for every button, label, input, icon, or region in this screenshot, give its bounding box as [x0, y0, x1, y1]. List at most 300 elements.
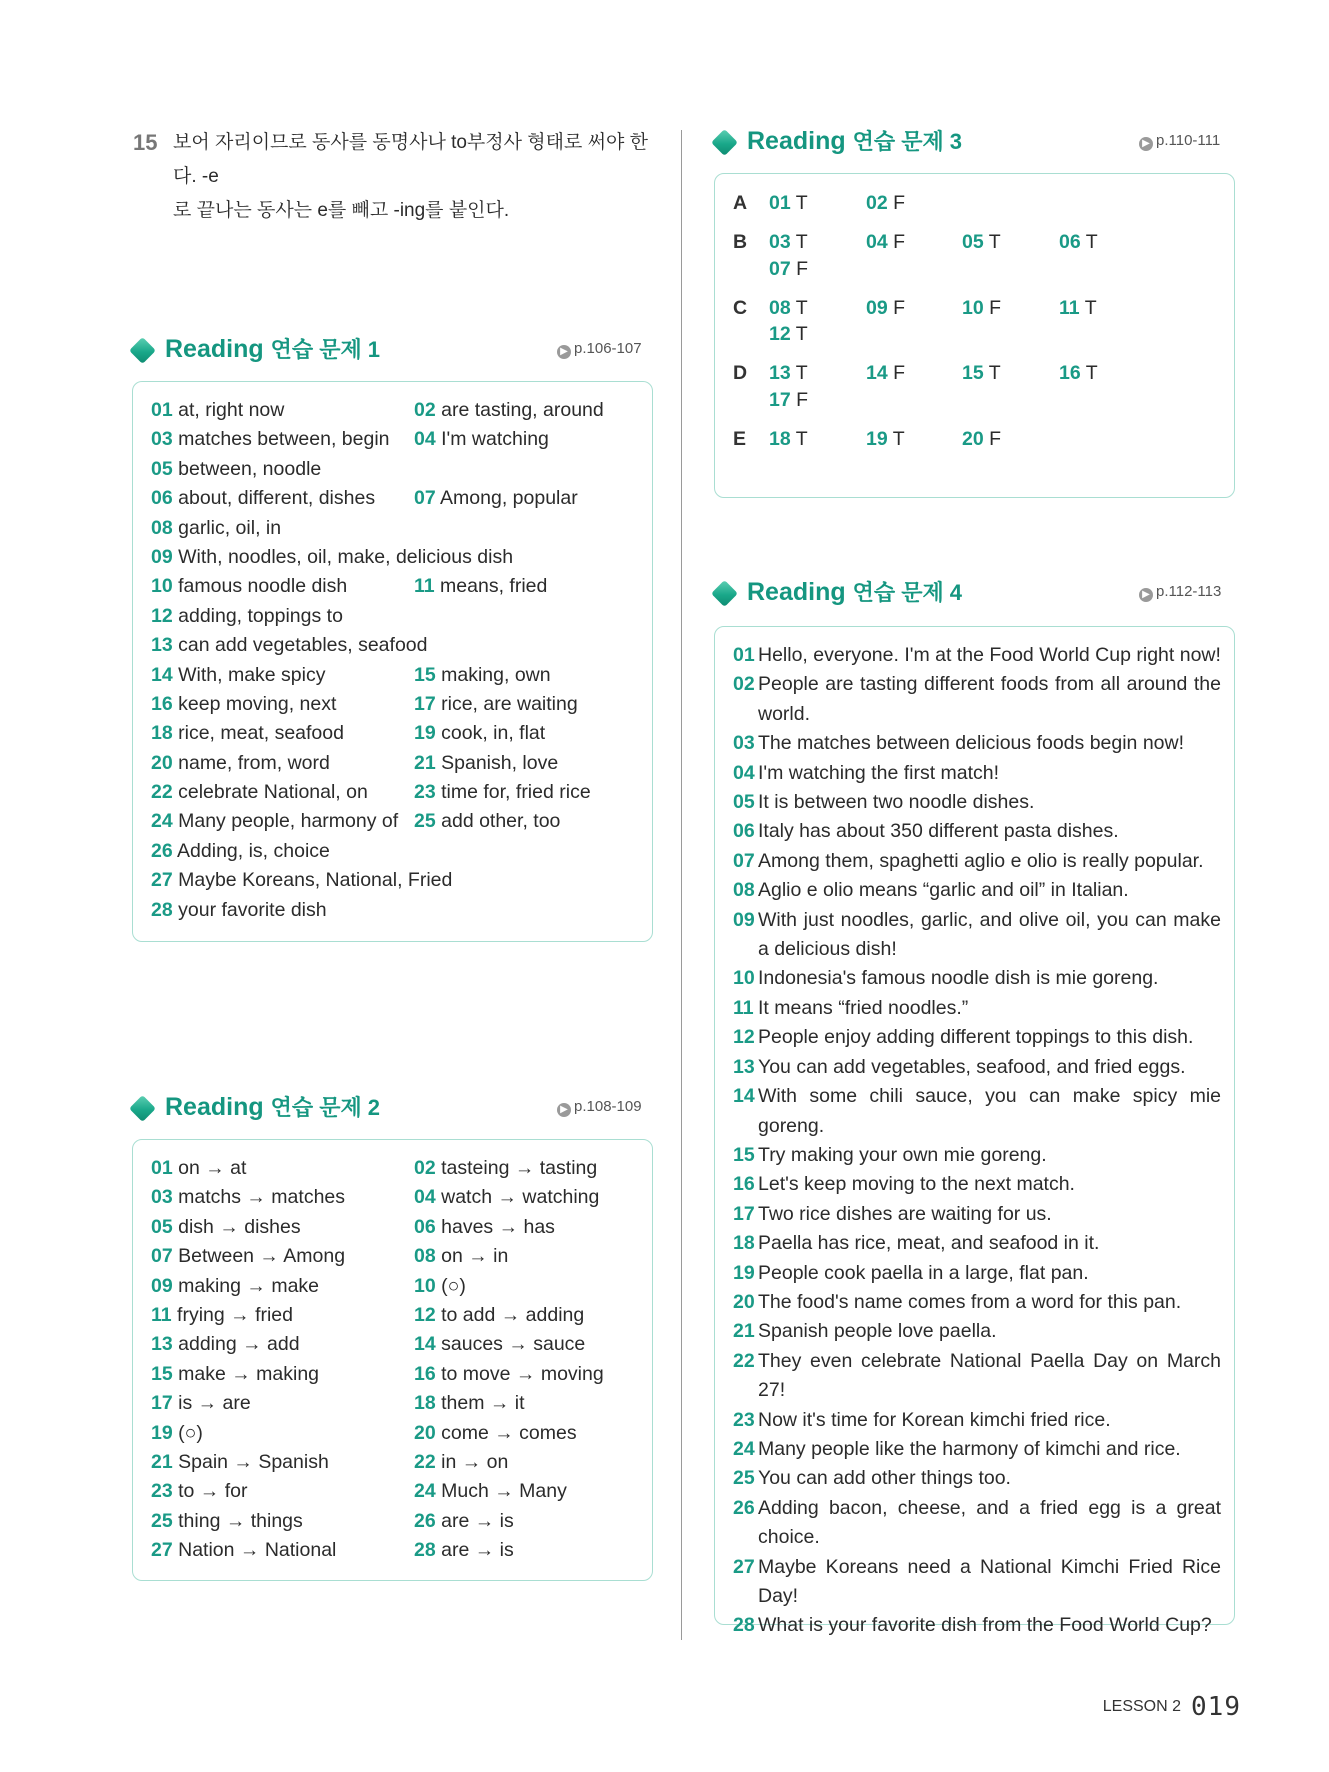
- sentence-number: 01: [733, 644, 755, 666]
- answer-row: [151, 1183, 642, 1212]
- sentence-number: 21: [733, 1320, 755, 1343]
- section-title: [165, 1091, 380, 1122]
- answer-item: [414, 1242, 508, 1271]
- diamond-icon: [711, 580, 738, 607]
- sentence-text: Hello, everyone. I'm at the Food World Cup right now!: [758, 644, 1221, 666]
- answer-number: 07: [151, 1245, 173, 1268]
- answer-item: [414, 396, 604, 425]
- answer-text: to move → moving: [441, 1362, 604, 1385]
- answer-item: [414, 1536, 514, 1565]
- tf-number: 19: [866, 427, 888, 450]
- answer-item: [151, 1154, 246, 1183]
- answer-number: 19: [414, 722, 436, 745]
- sentence-line: [733, 1347, 1221, 1406]
- answer-text: Many people, harmony of: [178, 810, 399, 833]
- title-kr: 연습 문제 3: [852, 129, 963, 154]
- answer-number: 17: [151, 1392, 173, 1415]
- answer-number: 28: [414, 1539, 436, 1562]
- answer-row: [151, 455, 642, 484]
- answer-row: [151, 602, 642, 631]
- tf-answer: F: [893, 296, 906, 319]
- sentence-number: 20: [733, 1290, 755, 1313]
- sentence-number: 08: [733, 879, 755, 902]
- answer-number: 26: [151, 839, 173, 862]
- answer-number: 06: [414, 1215, 436, 1238]
- tf-number: 14: [866, 362, 888, 384]
- answer-number: 23: [151, 1480, 173, 1503]
- arrow-circle-icon: ▶: [1139, 588, 1153, 602]
- answer-row: [151, 690, 642, 719]
- group-letter: C: [733, 296, 748, 319]
- answer-text: on → in: [441, 1245, 509, 1268]
- sentence-line: [733, 1553, 1221, 1612]
- tf-item: [962, 428, 1001, 451]
- tf-answer: T: [795, 231, 808, 253]
- answer-text: Nation → National: [178, 1539, 337, 1562]
- tf-item: [1059, 297, 1097, 320]
- tf-answer: T: [795, 362, 808, 384]
- sentence-line: [733, 729, 1221, 758]
- tf-item: [769, 323, 808, 346]
- sentence-number: 26: [733, 1496, 755, 1519]
- answer-text: Maybe Koreans, National, Fried: [178, 869, 453, 892]
- answer-item: [414, 778, 591, 807]
- sentence-line: [733, 906, 1221, 965]
- tf-item: [769, 297, 808, 320]
- title-en: Reading: [165, 1093, 264, 1121]
- answer-item: [151, 455, 321, 484]
- answer-item: [151, 1272, 319, 1301]
- answer-item: [414, 1154, 597, 1183]
- answer-row: [151, 1272, 642, 1301]
- answer-row: [151, 1389, 642, 1418]
- answer-item: [414, 719, 545, 748]
- page-ref-text: p.112-113: [1156, 583, 1222, 600]
- answer-row: [151, 543, 642, 572]
- answer-item: [151, 1536, 336, 1565]
- sentence-text: They even celebrate National Paella Day on March 27!: [758, 1349, 1221, 1402]
- answer-number: 21: [151, 1450, 173, 1473]
- answer-text: (○): [178, 1421, 203, 1444]
- sentence-number: 27: [733, 1555, 755, 1578]
- answer-text: is → are: [178, 1392, 251, 1415]
- group-letter: E: [733, 427, 747, 450]
- answer-number: 15: [151, 1362, 173, 1385]
- sentence-line: [733, 847, 1221, 876]
- sentence-line: [733, 1288, 1221, 1317]
- answer-row: [151, 1301, 642, 1330]
- tf-item: [866, 297, 905, 320]
- tf-item: [769, 362, 808, 385]
- sentence-number: 14: [733, 1085, 755, 1108]
- answer-number: 05: [151, 457, 173, 480]
- tf-answer: T: [892, 427, 905, 450]
- answer-text: at, right now: [178, 399, 285, 421]
- answer-text: to → for: [178, 1480, 248, 1503]
- answer-number: 10: [151, 575, 173, 598]
- sentence-number: 19: [733, 1261, 755, 1284]
- answer-text: famous noodle dish: [178, 575, 348, 598]
- sentence-text: Paella has rice, meat, and seafood in it.: [758, 1232, 1100, 1255]
- answer-number: 07: [414, 487, 436, 510]
- diamond-icon: [129, 1095, 156, 1122]
- tf-item: [769, 231, 808, 254]
- tf-answer: T: [988, 362, 1001, 384]
- title-en: Reading: [747, 127, 846, 155]
- answer-text: can add vegetables, seafood: [178, 634, 428, 657]
- sentence-list-reading-4: [733, 641, 1221, 1641]
- answer-row: [151, 1448, 642, 1477]
- answer-row: [151, 484, 642, 513]
- section-title: [747, 576, 962, 607]
- answer-number: 24: [414, 1480, 436, 1503]
- answer-number: 27: [151, 1539, 173, 1562]
- sentence-text: With just noodles, garlic, and olive oil, you can make a delicious dish!: [758, 908, 1221, 961]
- answer-item: [414, 1389, 525, 1418]
- answer-row: [151, 1213, 642, 1242]
- sentence-number: 02: [733, 673, 755, 696]
- sentence-line: [733, 1023, 1221, 1052]
- tf-item: [769, 389, 808, 412]
- answer-item: [414, 690, 578, 719]
- answer-list-reading-1: [151, 396, 642, 925]
- title-kr: 연습 문제 1: [270, 337, 381, 362]
- answer-item: [151, 543, 513, 572]
- answer-number: 03: [151, 428, 173, 451]
- answer-text: add other, too: [441, 810, 561, 833]
- group-letter: B: [733, 231, 748, 253]
- tf-answer: F: [796, 388, 809, 411]
- title-en: Reading: [165, 335, 264, 363]
- answer-item: [414, 749, 558, 778]
- answer-number: 23: [414, 781, 436, 804]
- sentence-line: [733, 788, 1221, 817]
- answer-item: [151, 1419, 203, 1448]
- answer-number: 08: [414, 1245, 436, 1268]
- answer-row: [151, 572, 642, 601]
- answer-item: [414, 425, 549, 454]
- answer-item: [151, 1389, 251, 1418]
- answer-item: [414, 1213, 555, 1242]
- answer-text: making, own: [441, 663, 551, 686]
- answer-text: making → make: [178, 1274, 320, 1297]
- answer-item: [151, 514, 281, 543]
- answer-item: [151, 837, 330, 866]
- sentence-line: [733, 964, 1221, 993]
- answer-text: are tasting, around: [441, 399, 604, 421]
- answer-row: [151, 778, 642, 807]
- answer-item: [151, 661, 326, 690]
- answer-number: 04: [414, 428, 436, 451]
- tf-answer: T: [1085, 231, 1098, 253]
- sentence-line: [733, 1053, 1221, 1082]
- answer-row: [151, 896, 642, 925]
- answer-text: haves → has: [441, 1215, 555, 1238]
- answer-row: [151, 807, 642, 836]
- answer-item: [151, 690, 336, 719]
- sentence-line: [733, 1259, 1221, 1288]
- tf-item: [1059, 231, 1098, 254]
- tf-answer: T: [795, 296, 808, 319]
- tf-item: [769, 192, 808, 215]
- answer-number: 25: [151, 1509, 173, 1532]
- answer-item: [151, 1448, 329, 1477]
- answer-item: [414, 484, 578, 513]
- answer-item: [151, 1301, 293, 1330]
- answer-row: [151, 866, 642, 895]
- tf-number: 06: [1059, 231, 1081, 253]
- tf-item: [866, 192, 905, 215]
- tf-number: 10: [962, 296, 984, 319]
- answer-text: means, fried: [440, 575, 548, 598]
- tf-number: 11: [1059, 296, 1080, 319]
- answer-text: them → it: [441, 1392, 525, 1415]
- answer-number: 16: [151, 692, 173, 715]
- answer-list-reading-2: [151, 1154, 642, 1565]
- answer-text: between, noodle: [178, 457, 322, 480]
- answer-number: 02: [414, 1157, 436, 1179]
- sentence-number: 13: [733, 1055, 755, 1078]
- answer-item: [414, 1301, 584, 1330]
- answer-item: [414, 1360, 604, 1389]
- answer-text: dish → dishes: [178, 1215, 301, 1238]
- tf-item: [962, 297, 1001, 320]
- answer-number: 27: [151, 869, 173, 892]
- sentence-text: The matches between delicious foods begin now!: [758, 732, 1185, 755]
- section-title: [747, 125, 962, 156]
- sentence-text: Italy has about 350 different pasta dishes.: [758, 820, 1119, 843]
- answer-text: about, different, dishes: [178, 487, 376, 510]
- answer-text: matches between, begin: [178, 428, 390, 451]
- answer-text: are → is: [441, 1509, 514, 1532]
- answer-item: [414, 572, 547, 601]
- sentence-text: You can add vegetables, seafood, and fried eggs.: [758, 1055, 1186, 1078]
- tf-answer: F: [796, 257, 809, 280]
- tf-item: [769, 428, 808, 451]
- sentence-text: With some chili sauce, you can make spicy mie goreng.: [758, 1085, 1221, 1137]
- answer-text: matchs → matches: [178, 1186, 346, 1209]
- answer-number: 20: [414, 1421, 436, 1444]
- answer-number: 05: [151, 1215, 173, 1238]
- answer-item: [151, 484, 375, 513]
- page-ref-text: p.110-111: [1156, 132, 1221, 149]
- sentence-text: It is between two noodle dishes.: [758, 791, 1035, 814]
- sentence-number: 04: [733, 761, 755, 784]
- tf-answer: F: [893, 231, 906, 253]
- answer-row: [151, 1536, 642, 1565]
- answer-number: 09: [151, 1274, 173, 1297]
- sentence-text: Now it's time for Korean kimchi fried rice.: [758, 1408, 1111, 1431]
- sentence-number: 12: [733, 1026, 755, 1049]
- answer-item: [151, 1507, 303, 1536]
- sentence-text: Maybe Koreans need a National Kimchi Fried Rice Day!: [758, 1555, 1221, 1607]
- sentence-text: The food's name comes from a word for this pan.: [758, 1290, 1182, 1313]
- answer-row: [151, 1507, 642, 1536]
- answer-box-reading-1: [132, 381, 653, 942]
- title-kr: 연습 문제 4: [852, 580, 963, 605]
- answer-number: 16: [414, 1362, 436, 1385]
- page-ref-text: p.108-109: [574, 1098, 642, 1115]
- sentence-number: 05: [733, 791, 755, 814]
- sentence-number: 03: [733, 732, 755, 755]
- sentence-number: 22: [733, 1349, 755, 1372]
- sentence-line: [733, 994, 1221, 1023]
- answer-box-reading-4: [714, 626, 1235, 1637]
- answer-number: 08: [151, 516, 173, 539]
- sentence-text: I'm watching the first match!: [758, 761, 1000, 784]
- answer-number: 06: [151, 487, 173, 510]
- tf-number: 04: [866, 231, 888, 253]
- answer-number: 04: [414, 1186, 436, 1209]
- answer-text: rice, meat, seafood: [178, 722, 344, 745]
- answer-text: time for, fried rice: [441, 781, 591, 804]
- answer-text: Adding, is, choice: [177, 839, 330, 862]
- answer-number: 01: [151, 399, 173, 421]
- answer-text: (○): [441, 1274, 466, 1297]
- sentence-number: 23: [733, 1408, 755, 1431]
- sentence-line: [733, 759, 1221, 788]
- answer-text: I'm watching: [441, 428, 549, 451]
- answer-item: [151, 425, 390, 454]
- answer-number: 02: [414, 399, 436, 421]
- tf-answer: F: [893, 192, 906, 214]
- answer-text: frying → fried: [177, 1303, 293, 1326]
- sentence-text: Spanish people love paella.: [758, 1320, 997, 1343]
- answer-item: [414, 1419, 577, 1448]
- sentence-text: What is your favorite dish from the Food World Cup?: [758, 1614, 1212, 1637]
- sentence-text: People are tasting different foods from all around the world.: [758, 673, 1221, 725]
- note-number: 15: [133, 130, 158, 155]
- answer-number: 22: [414, 1450, 436, 1473]
- answer-number: 13: [151, 634, 173, 657]
- answer-row: [151, 1330, 642, 1359]
- answer-item: [151, 807, 398, 836]
- answer-text: celebrate National, on: [178, 781, 368, 804]
- answer-text: Spain → Spanish: [178, 1450, 329, 1473]
- sentence-number: 24: [733, 1437, 755, 1460]
- answer-number: 11: [151, 1303, 172, 1326]
- answer-number: 09: [151, 545, 173, 568]
- note-line-1: 보어 자리이므로 동사를 동명사나 to부정사 형태로 써야 한다. -e: [173, 132, 648, 187]
- tf-item: [769, 258, 808, 281]
- answer-box-reading-2: [132, 1139, 653, 1581]
- answer-number: 10: [414, 1274, 436, 1297]
- answer-item: [151, 1477, 247, 1506]
- tf-answer: F: [989, 296, 1002, 319]
- page-ref-reading-2: [557, 1098, 642, 1117]
- tf-answer: T: [988, 231, 1001, 253]
- answer-item: [151, 896, 327, 925]
- sentence-line: [733, 1082, 1221, 1141]
- tf-number: 05: [962, 231, 984, 253]
- sentence-line: [733, 1406, 1221, 1435]
- tf-item: [1059, 362, 1098, 385]
- answer-text: make → making: [178, 1362, 320, 1385]
- answer-text: name, from, word: [178, 751, 330, 774]
- answer-number: 20: [151, 751, 173, 774]
- answer-row: [151, 1477, 642, 1506]
- answer-number: 01: [151, 1157, 173, 1179]
- sentence-text: It means “fried noodles.”: [758, 996, 969, 1019]
- sentence-line: [733, 670, 1221, 729]
- sentence-line: [733, 1435, 1221, 1464]
- answer-number: 03: [151, 1186, 173, 1209]
- answer-number: 28: [151, 898, 173, 921]
- sentence-line: [733, 1464, 1221, 1493]
- answer-text: Much → Many: [441, 1480, 567, 1503]
- sentence-line: [733, 1611, 1221, 1640]
- page-number: 019: [1191, 1692, 1241, 1722]
- sentence-number: 07: [733, 849, 755, 872]
- answer-box-reading-3: [714, 173, 1235, 498]
- tf-number: 03: [769, 231, 791, 253]
- answer-number: 14: [414, 1333, 436, 1356]
- tf-number: 18: [769, 427, 791, 450]
- sentence-text: You can add other things too.: [758, 1467, 1011, 1490]
- answer-number: 22: [151, 781, 173, 804]
- tf-number: 02: [866, 192, 888, 214]
- sentence-text: Let's keep moving to the next match.: [758, 1173, 1075, 1196]
- sentence-line: [733, 1141, 1221, 1170]
- answer-item: [414, 1183, 599, 1212]
- page-ref-reading-4: [1139, 583, 1221, 602]
- answer-text: Between → Among: [178, 1245, 346, 1268]
- answer-text: Spanish, love: [441, 751, 559, 774]
- tf-answer: T: [1085, 362, 1098, 384]
- answer-text: garlic, oil, in: [178, 516, 282, 539]
- answer-row: [151, 1360, 642, 1389]
- answer-item: [151, 1242, 345, 1271]
- sentence-text: Two rice dishes are waiting for us.: [758, 1202, 1052, 1225]
- tf-item: [962, 362, 1001, 385]
- answer-item: [414, 1330, 585, 1359]
- answer-text: With, noodles, oil, make, delicious dish: [178, 545, 514, 568]
- answer-number: 13: [151, 1333, 173, 1356]
- page-ref-text: p.106-107: [574, 340, 642, 357]
- answer-text: tasteing → tasting: [441, 1157, 598, 1179]
- tf-number: 17: [769, 388, 791, 411]
- answer-number: 12: [151, 604, 173, 627]
- answer-item: [151, 631, 427, 660]
- tf-answer: T: [1084, 296, 1097, 319]
- answer-item: [151, 778, 368, 807]
- sentence-number: 09: [733, 908, 755, 931]
- answer-text: your favorite dish: [178, 898, 327, 921]
- sentence-text: Adding bacon, cheese, and a fried egg is a great choice.: [758, 1496, 1221, 1549]
- tf-item: [866, 428, 905, 451]
- answer-number: 19: [151, 1421, 173, 1444]
- answer-text: are → is: [441, 1539, 514, 1562]
- sentence-text: Indonesia's famous noodle dish is mie goreng.: [758, 967, 1159, 990]
- answer-number: 26: [414, 1509, 436, 1532]
- answer-row: [151, 719, 642, 748]
- tf-number: 08: [769, 296, 791, 319]
- answer-text: watch → watching: [441, 1186, 600, 1209]
- tf-item: [962, 231, 1001, 254]
- answer-item: [414, 807, 560, 836]
- column-divider: [681, 130, 682, 1640]
- title-en: Reading: [747, 578, 846, 606]
- answer-row: [151, 837, 642, 866]
- tf-number: 09: [866, 296, 888, 319]
- diamond-icon: [711, 129, 738, 156]
- answer-number: 14: [151, 663, 173, 686]
- sentence-text: People enjoy adding different toppings to this dish.: [758, 1026, 1194, 1049]
- answer-text: in → on: [441, 1450, 509, 1473]
- group-letter: D: [733, 362, 748, 384]
- answer-text: adding, toppings to: [178, 604, 343, 627]
- answer-row: [151, 514, 642, 543]
